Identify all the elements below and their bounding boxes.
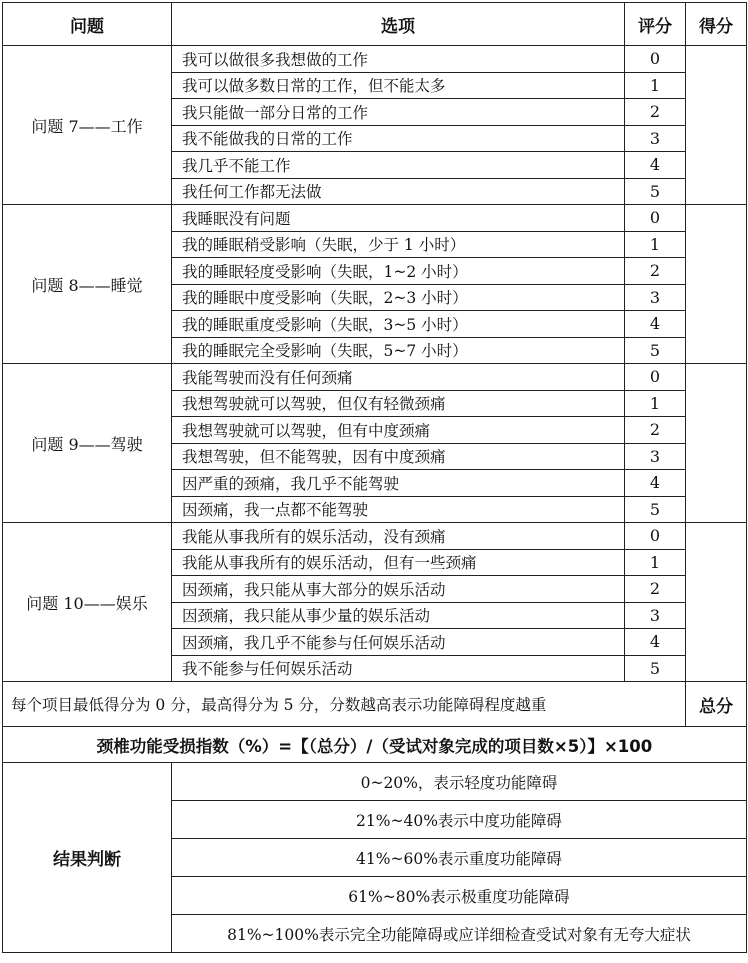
header-row [3, 3, 747, 46]
option-score: 5 [625, 496, 686, 523]
option-text: 我任何工作都无法做 [172, 178, 625, 205]
option-score: 2 [625, 417, 686, 444]
formula-row [3, 727, 747, 763]
option-score: 1 [625, 549, 686, 576]
option-text: 因严重的颈痛，我几乎不能驾驶 [172, 470, 625, 497]
header-option: 选项 [172, 3, 625, 46]
option-text: 我不能做我的日常的工作 [172, 125, 625, 152]
header-score: 评分 [625, 3, 686, 46]
option-score: 2 [625, 576, 686, 603]
option-row [3, 205, 747, 232]
get-score-cell[interactable] [686, 205, 747, 364]
option-score: 1 [625, 72, 686, 99]
option-text: 我能驾驶而没有任何颈痛 [172, 364, 625, 391]
result-label: 结果判断 [3, 763, 172, 953]
option-text: 我可以做很多我想做的工作 [172, 46, 625, 73]
option-score: 4 [625, 470, 686, 497]
result-item: 21%~40%表示中度功能障碍 [172, 801, 747, 839]
result-item: 0~20%，表示轻度功能障碍 [172, 763, 747, 801]
option-row [3, 46, 747, 73]
question-title: 问题 9——驾驶 [3, 364, 172, 523]
scoring-note: 每个项目最低得分为 0 分，最高得分为 5 分，分数越高表示功能障碍程度越重 [3, 682, 686, 727]
option-text: 我想驾驶就可以驾驶，但仅有轻微颈痛 [172, 390, 625, 417]
option-text: 我可以做多数日常的工作，但不能太多 [172, 72, 625, 99]
option-text: 我的睡眠稍受影响（失眠，少于 1 小时） [172, 231, 625, 258]
option-score: 3 [625, 284, 686, 311]
option-text: 我几乎不能工作 [172, 152, 625, 179]
option-text: 我能从事我所有的娱乐活动，但有一些颈痛 [172, 549, 625, 576]
option-score: 2 [625, 258, 686, 285]
option-text: 我想驾驶就可以驾驶，但有中度颈痛 [172, 417, 625, 444]
option-score: 0 [625, 205, 686, 232]
option-text: 因颈痛，我一点都不能驾驶 [172, 496, 625, 523]
option-score: 0 [625, 523, 686, 550]
option-text: 我能从事我所有的娱乐活动，没有颈痛 [172, 523, 625, 550]
option-score: 0 [625, 364, 686, 391]
option-text: 我的睡眠重度受影响（失眠，3~5 小时） [172, 311, 625, 338]
option-text: 我只能做一部分日常的工作 [172, 99, 625, 126]
option-score: 3 [625, 602, 686, 629]
option-text: 因颈痛，我只能从事大部分的娱乐活动 [172, 576, 625, 603]
ndi-questionnaire-table [2, 2, 747, 953]
option-score: 3 [625, 125, 686, 152]
option-text: 我睡眠没有问题 [172, 205, 625, 232]
index-formula: 颈椎功能受损指数（%）=【（总分）/（受试对象完成的项目数×5）】×100 [3, 727, 747, 763]
option-text: 我的睡眠完全受影响（失眠，5~7 小时） [172, 337, 625, 364]
option-text: 我的睡眠轻度受影响（失眠，1~2 小时） [172, 258, 625, 285]
option-score: 4 [625, 311, 686, 338]
option-score: 4 [625, 152, 686, 179]
result-item: 61%~80%表示极重度功能障碍 [172, 877, 747, 915]
option-score: 0 [625, 46, 686, 73]
option-score: 1 [625, 231, 686, 258]
header-get-score: 得分 [686, 3, 747, 46]
option-text: 我不能参与任何娱乐活动 [172, 655, 625, 682]
option-score: 5 [625, 337, 686, 364]
header-question: 问题 [3, 3, 172, 46]
note-row [3, 682, 747, 727]
option-text: 因颈痛，我只能从事少量的娱乐活动 [172, 602, 625, 629]
question-title: 问题 10——娱乐 [3, 523, 172, 682]
result-item: 81%~100%表示完全功能障碍或应详细检查受试对象有无夸大症状 [172, 915, 747, 953]
option-score: 3 [625, 443, 686, 470]
question-title: 问题 7——工作 [3, 46, 172, 205]
option-row [3, 364, 747, 391]
result-row [3, 763, 747, 801]
option-score: 4 [625, 629, 686, 656]
question-title: 问题 8——睡觉 [3, 205, 172, 364]
option-score: 5 [625, 655, 686, 682]
option-score: 1 [625, 390, 686, 417]
total-score-label: 总分 [686, 682, 747, 727]
option-text: 因颈痛，我几乎不能参与任何娱乐活动 [172, 629, 625, 656]
option-text: 我想驾驶，但不能驾驶，因有中度颈痛 [172, 443, 625, 470]
result-item: 41%~60%表示重度功能障碍 [172, 839, 747, 877]
get-score-cell[interactable] [686, 523, 747, 682]
option-score: 5 [625, 178, 686, 205]
option-score: 2 [625, 99, 686, 126]
option-text: 我的睡眠中度受影响（失眠，2~3 小时） [172, 284, 625, 311]
option-row [3, 523, 747, 550]
get-score-cell[interactable] [686, 46, 747, 205]
get-score-cell[interactable] [686, 364, 747, 523]
